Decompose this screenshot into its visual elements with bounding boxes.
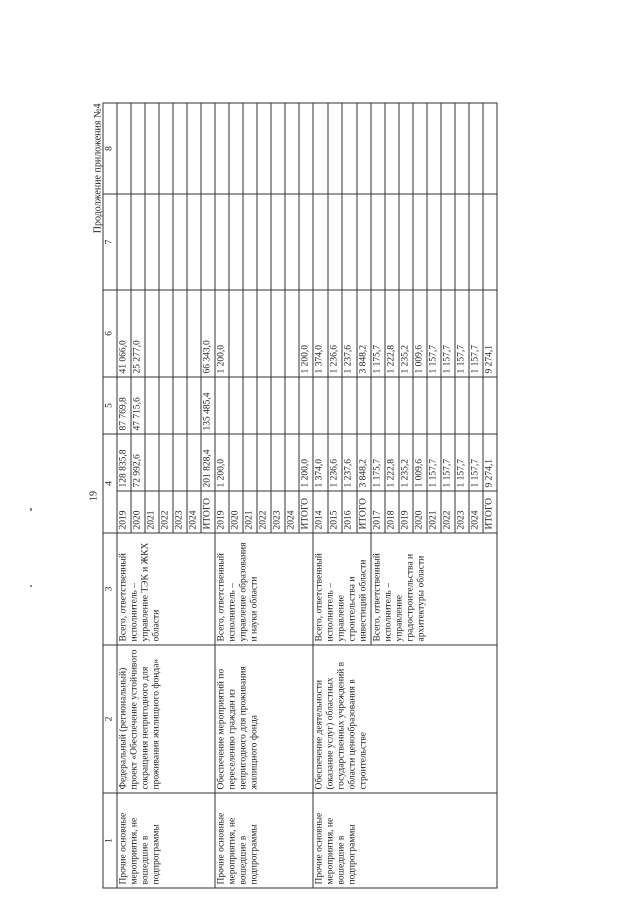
year-cell: 2020 bbox=[131, 491, 145, 533]
total-cell: 1 157,7 bbox=[469, 434, 483, 491]
col8-cell bbox=[131, 103, 145, 194]
continuation-note: Продолжение приложения №4 bbox=[92, 103, 104, 234]
total-cell bbox=[285, 434, 299, 491]
activity-type-cell: Прочие основные мероприятия, не вошедшие в подпрограммы bbox=[215, 793, 313, 888]
col8-cell bbox=[455, 103, 469, 194]
regional-cell bbox=[145, 290, 159, 377]
header-cell-5: 5 bbox=[103, 377, 117, 434]
total-cell: 1 157,7 bbox=[427, 434, 441, 491]
regional-cell: 66 343,0 bbox=[201, 290, 215, 377]
year-cell: 2024 bbox=[187, 491, 201, 533]
table-row bbox=[117, 103, 131, 888]
federal-cell bbox=[413, 377, 427, 434]
total-cell: 1 222,8 bbox=[385, 434, 399, 491]
regional-cell: 1 200,0 bbox=[215, 290, 229, 377]
col8-cell bbox=[469, 103, 483, 194]
col7-cell bbox=[173, 194, 187, 290]
col7-cell bbox=[441, 194, 455, 290]
activity-type-cell: Прочие основные мероприятия, не вошедшие в подпрограммы bbox=[313, 793, 497, 888]
executor-cell: Всего, ответственный исполнитель – управление градостроительства и архитектуры области bbox=[371, 533, 497, 645]
year-cell: 2021 bbox=[427, 491, 441, 533]
year-cell: 2015 bbox=[328, 491, 343, 533]
col8-cell bbox=[357, 103, 372, 194]
total-cell bbox=[173, 434, 187, 491]
federal-cell bbox=[229, 377, 243, 434]
executor-cell: Всего, ответственный исполнитель – управление ТЭК и ЖКХ области bbox=[117, 533, 215, 645]
year-cell: 2019 bbox=[215, 491, 229, 533]
col8-cell bbox=[328, 103, 343, 194]
total-cell: 1 157,7 bbox=[441, 434, 455, 491]
year-cell: 2018 bbox=[385, 491, 399, 533]
year-cell: 2022 bbox=[159, 491, 173, 533]
regional-cell: 25 277,0 bbox=[131, 290, 145, 377]
col8-cell bbox=[271, 103, 285, 194]
year-cell: 2023 bbox=[455, 491, 469, 533]
header-cell-4: 4 bbox=[103, 434, 117, 533]
year-cell: 2017 bbox=[371, 491, 385, 533]
total-cell bbox=[187, 434, 201, 491]
col7-cell bbox=[145, 194, 159, 290]
header-cell-1: 1 bbox=[103, 793, 117, 888]
activity-name-cell: Обеспечение деятельности (оказание услуг) областных государственных учреждений в области ценообразования в строительстве bbox=[313, 645, 497, 793]
col7-cell bbox=[342, 194, 357, 290]
regional-cell: 3 848,2 bbox=[357, 290, 372, 377]
federal-cell: 47 715,6 bbox=[131, 377, 145, 434]
total-cell: 3 848,2 bbox=[357, 434, 372, 491]
year-cell: 2022 bbox=[441, 491, 455, 533]
federal-cell bbox=[455, 377, 469, 434]
total-cell: 1 236,6 bbox=[328, 434, 343, 491]
regional-cell: 1 374,0 bbox=[313, 290, 328, 377]
federal-cell bbox=[159, 377, 173, 434]
federal-cell bbox=[145, 377, 159, 434]
federal-cell bbox=[271, 377, 285, 434]
federal-cell bbox=[399, 377, 413, 434]
col7-cell bbox=[399, 194, 413, 290]
total-cell bbox=[271, 434, 285, 491]
col7-cell bbox=[271, 194, 285, 290]
table-row bbox=[215, 103, 229, 888]
regional-cell: 41 066,0 bbox=[117, 290, 131, 377]
federal-cell bbox=[285, 377, 299, 434]
regional-cell bbox=[229, 290, 243, 377]
year-cell: 2016 bbox=[342, 491, 357, 533]
col8-cell bbox=[201, 103, 215, 194]
col7-cell bbox=[131, 194, 145, 290]
year-cell: 2019 bbox=[399, 491, 413, 533]
header-cell-3: 3 bbox=[103, 533, 117, 645]
total-cell: 1 235,2 bbox=[399, 434, 413, 491]
federal-cell bbox=[427, 377, 441, 434]
regional-cell bbox=[257, 290, 271, 377]
year-cell: 2022 bbox=[257, 491, 271, 533]
year-cell: 2019 bbox=[117, 491, 131, 533]
federal-cell bbox=[371, 377, 385, 434]
col8-cell bbox=[187, 103, 201, 194]
year-cell: 2020 bbox=[229, 491, 243, 533]
col7-cell bbox=[469, 194, 483, 290]
col7-cell bbox=[328, 194, 343, 290]
col7-cell bbox=[159, 194, 173, 290]
activity-name-cell: Обеспечение мероприятий по переселению граждан из непригодного для проживания жилищного фонда bbox=[215, 645, 313, 793]
federal-cell bbox=[299, 377, 313, 434]
col8-cell bbox=[159, 103, 173, 194]
col7-cell bbox=[427, 194, 441, 290]
year-cell: 2021 bbox=[145, 491, 159, 533]
col8-cell bbox=[313, 103, 328, 194]
regional-cell: 1 157,7 bbox=[441, 290, 455, 377]
year-cell: 2020 bbox=[413, 491, 427, 533]
col8-cell bbox=[173, 103, 187, 194]
year-cell: ИТОГО bbox=[299, 491, 313, 533]
col8-cell bbox=[371, 103, 385, 194]
regional-cell: 1 236,6 bbox=[328, 290, 343, 377]
federal-cell bbox=[441, 377, 455, 434]
col7-cell bbox=[483, 194, 497, 290]
executor-cell: Всего, ответственный исполнитель – управление строительства и инвестиций области bbox=[313, 533, 371, 645]
col8-cell bbox=[145, 103, 159, 194]
year-cell: 2023 bbox=[271, 491, 285, 533]
regional-cell: 1 157,7 bbox=[427, 290, 441, 377]
col8-cell bbox=[243, 103, 257, 194]
federal-cell bbox=[342, 377, 357, 434]
total-cell bbox=[257, 434, 271, 491]
total-cell: 128 835,8 bbox=[117, 434, 131, 491]
regional-cell bbox=[285, 290, 299, 377]
regional-cell: 1 235,2 bbox=[399, 290, 413, 377]
col8-cell bbox=[229, 103, 243, 194]
year-cell: ИТОГО bbox=[357, 491, 372, 533]
col7-cell bbox=[313, 194, 328, 290]
total-cell bbox=[229, 434, 243, 491]
col7-cell bbox=[257, 194, 271, 290]
regional-cell: 1 175,7 bbox=[371, 290, 385, 377]
regional-cell: 9 274,1 bbox=[483, 290, 497, 377]
col8-cell bbox=[342, 103, 357, 194]
col8-cell bbox=[285, 103, 299, 194]
col8-cell bbox=[427, 103, 441, 194]
federal-cell bbox=[469, 377, 483, 434]
col7-cell bbox=[201, 194, 215, 290]
col7-cell bbox=[229, 194, 243, 290]
col7-cell bbox=[385, 194, 399, 290]
activity-type-cell: Прочие основные мероприятия, не вошедшие в подпрограммы bbox=[117, 793, 215, 888]
header-cell-6: 6 bbox=[103, 290, 117, 377]
total-cell: 1 009,6 bbox=[413, 434, 427, 491]
col7-cell bbox=[371, 194, 385, 290]
total-cell: 1 374,0 bbox=[313, 434, 328, 491]
regional-cell: 1 157,7 bbox=[469, 290, 483, 377]
regional-cell: 1 157,7 bbox=[455, 290, 469, 377]
col7-cell bbox=[299, 194, 313, 290]
federal-cell bbox=[328, 377, 343, 434]
col8-cell bbox=[441, 103, 455, 194]
col8-cell bbox=[299, 103, 313, 194]
total-cell: 1 237,6 bbox=[342, 434, 357, 491]
federal-cell bbox=[385, 377, 399, 434]
total-cell: 1 175,7 bbox=[371, 434, 385, 491]
appendix-table bbox=[103, 103, 498, 889]
col8-cell bbox=[117, 103, 131, 194]
table-row bbox=[313, 103, 328, 888]
col7-cell bbox=[357, 194, 372, 290]
total-cell bbox=[145, 434, 159, 491]
federal-cell bbox=[187, 377, 201, 434]
total-cell: 1 200,0 bbox=[299, 434, 313, 491]
year-cell: 2023 bbox=[173, 491, 187, 533]
scan-speck bbox=[30, 508, 32, 511]
federal-cell bbox=[483, 377, 497, 434]
year-cell: ИТОГО bbox=[201, 491, 215, 533]
year-cell: 2021 bbox=[243, 491, 257, 533]
scan-speck bbox=[30, 585, 32, 587]
federal-cell bbox=[357, 377, 372, 434]
col7-cell bbox=[285, 194, 299, 290]
rotated-content bbox=[89, 104, 619, 889]
federal-cell bbox=[313, 377, 328, 434]
executor-cell: Всего, ответственный исполнитель – управление образования и науки области bbox=[215, 533, 313, 645]
header-cell-7: 7 bbox=[103, 194, 117, 290]
year-cell: 2024 bbox=[285, 491, 299, 533]
col8-cell bbox=[257, 103, 271, 194]
regional-cell bbox=[271, 290, 285, 377]
federal-cell: 135 485,4 bbox=[201, 377, 215, 434]
federal-cell bbox=[257, 377, 271, 434]
federal-cell bbox=[173, 377, 187, 434]
total-cell bbox=[243, 434, 257, 491]
total-cell: 72 992,6 bbox=[131, 434, 145, 491]
col7-cell bbox=[215, 194, 229, 290]
regional-cell bbox=[187, 290, 201, 377]
total-cell: 9 274,1 bbox=[483, 434, 497, 491]
year-cell: 2014 bbox=[313, 491, 328, 533]
header-cell-2: 2 bbox=[103, 645, 117, 793]
header-cell-8: 8 bbox=[103, 103, 117, 194]
col7-cell bbox=[187, 194, 201, 290]
federal-cell bbox=[243, 377, 257, 434]
total-cell: 1 157,7 bbox=[455, 434, 469, 491]
federal-cell bbox=[215, 377, 229, 434]
col8-cell bbox=[399, 103, 413, 194]
regional-cell: 1 237,6 bbox=[342, 290, 357, 377]
col8-cell bbox=[215, 103, 229, 194]
regional-cell: 1 200,0 bbox=[299, 290, 313, 377]
col8-cell bbox=[483, 103, 497, 194]
total-cell bbox=[159, 434, 173, 491]
col7-cell bbox=[243, 194, 257, 290]
total-cell: 201 828,4 bbox=[201, 434, 215, 491]
header-row bbox=[103, 103, 117, 888]
page-number: 19 bbox=[88, 491, 100, 501]
regional-cell bbox=[159, 290, 173, 377]
regional-cell: 1 222,8 bbox=[385, 290, 399, 377]
col7-cell bbox=[413, 194, 427, 290]
total-cell: 1 200,0 bbox=[215, 434, 229, 491]
regional-cell bbox=[173, 290, 187, 377]
regional-cell bbox=[243, 290, 257, 377]
year-cell: ИТОГО bbox=[483, 491, 497, 533]
federal-cell: 87 769,8 bbox=[117, 377, 131, 434]
year-cell: 2024 bbox=[469, 491, 483, 533]
col8-cell bbox=[385, 103, 399, 194]
regional-cell: 1 009,6 bbox=[413, 290, 427, 377]
activity-name-cell: Федеральный (региональный) проект «Обеспечение устойчивого сокращения непригодного для проживания жилищного фонда» bbox=[117, 645, 215, 793]
col8-cell bbox=[413, 103, 427, 194]
col7-cell bbox=[455, 194, 469, 290]
col7-cell bbox=[117, 194, 131, 290]
